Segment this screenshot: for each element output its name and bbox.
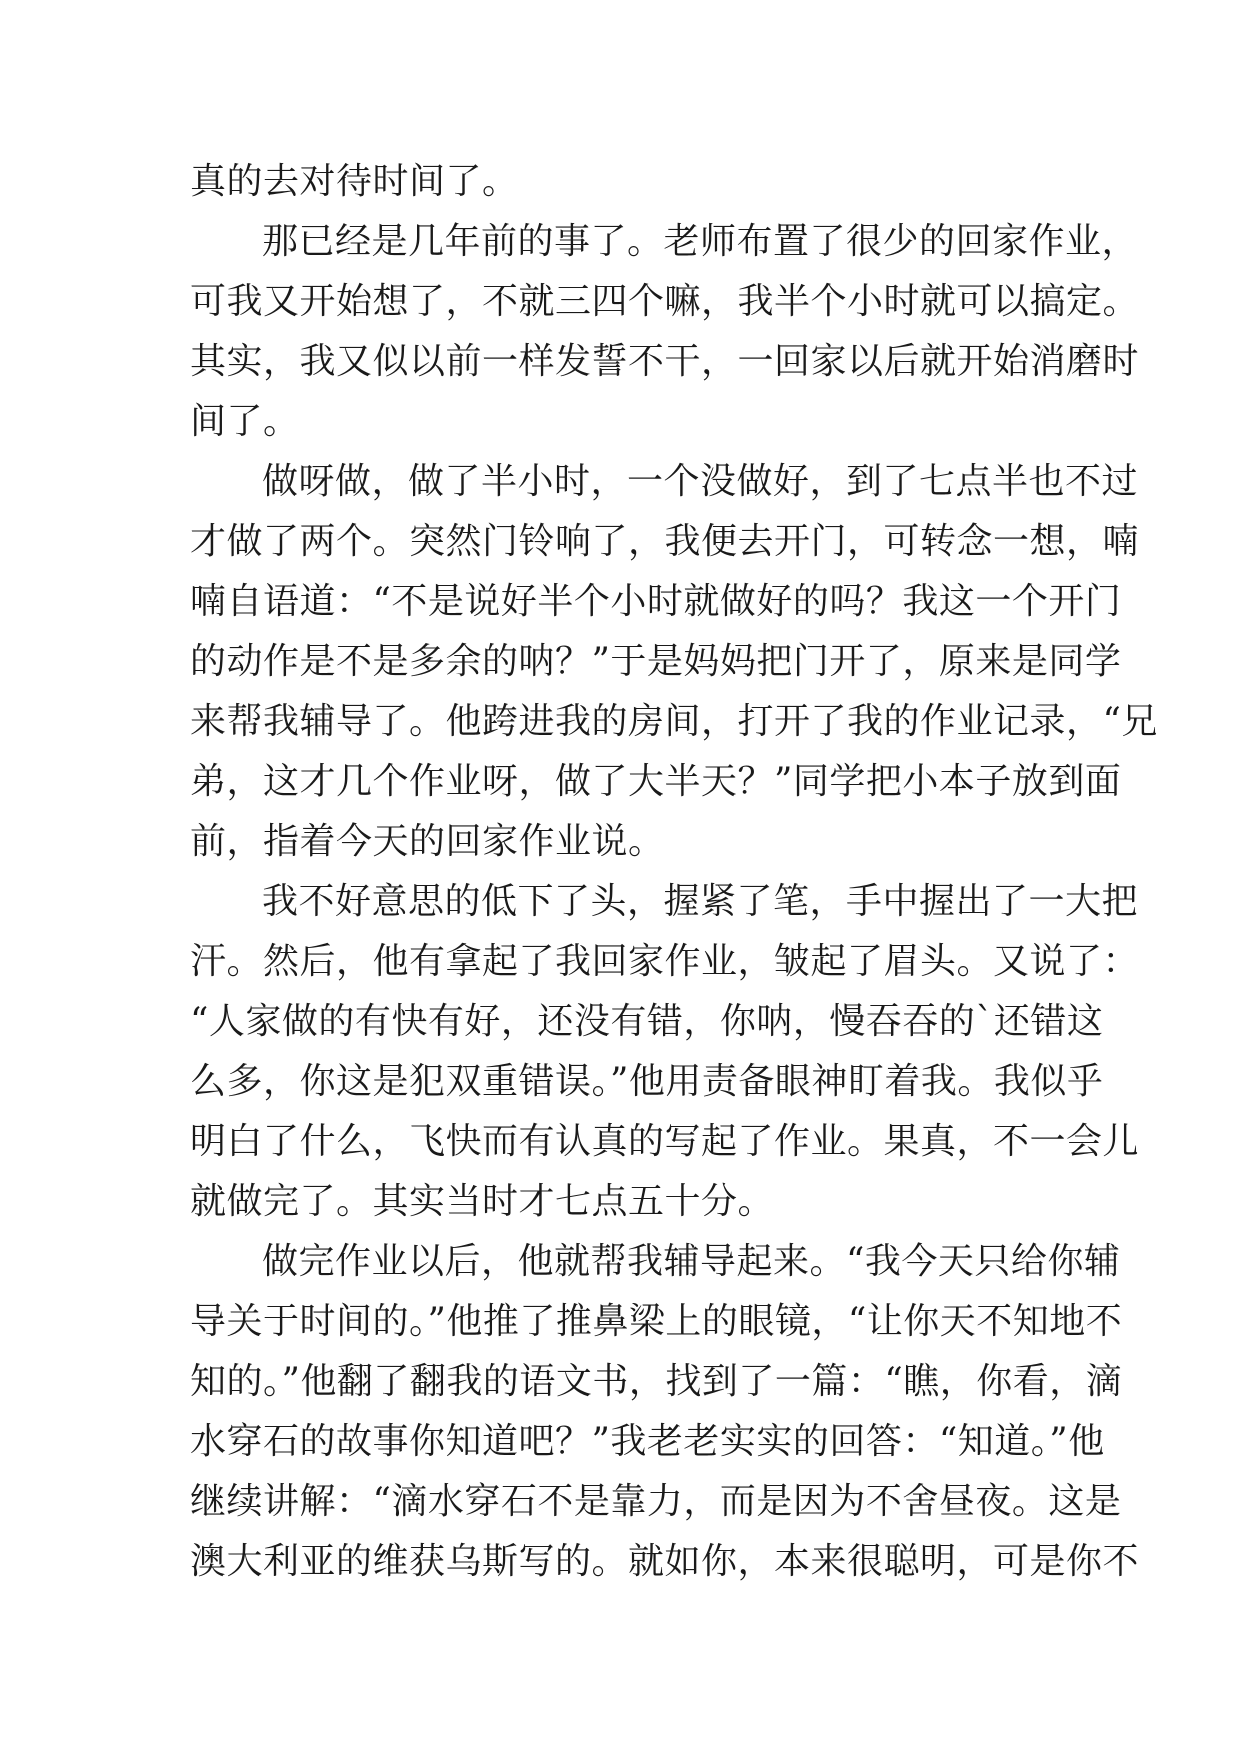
paragraph-start-line-6: 做呀做，做了半小时，一个没做好，到了七点半也不过 (262, 461, 1139, 502)
text-line-15: “人家做的有快有好，还没有错，你呐，慢吞吞的`还错这 (190, 1001, 1104, 1042)
text-line-24: 澳大利亚的维获乌斯写的。就如你，本来很聪明，可是你不 (190, 1541, 1140, 1582)
text-line-4: 其实，我又似以前一样发誓不干，一回家以后就开始消磨时 (190, 341, 1140, 382)
paragraph-start-line-13: 我不好意思的低下了头，握紧了笔，手中握出了一大把 (262, 881, 1139, 922)
text-line-18: 就做完了。其实当时才七点五十分。 (190, 1181, 775, 1222)
text-line-1: 真的去对待时间了。 (190, 161, 519, 202)
text-line-7: 才做了两个。突然门铃响了，我便去开门，可转念一想，喃 (190, 521, 1140, 562)
text-line-14: 汗。然后，他有拿起了我回家作业，皱起了眉头。又说了： (190, 941, 1140, 982)
text-line-17: 明白了什么，飞快而有认真的写起了作业。果真，不一会儿 (190, 1121, 1140, 1162)
text-line-3: 可我又开始想了，不就三四个嘛，我半个小时就可以搞定。 (190, 281, 1140, 322)
body-text (190, 152, 1158, 1592)
text-line-20: 导关于时间的。”他推了推鼻梁上的眼镜，“让你天不知地不 (190, 1301, 1123, 1342)
text-line-12: 前，指着今天的回家作业说。 (190, 821, 665, 862)
text-line-9: 的动作是不是多余的呐？”于是妈妈把门开了，原来是同学 (190, 641, 1122, 682)
text-line-23: 继续讲解：“滴水穿石不是靠力，而是因为不舍昼夜。这是 (190, 1481, 1122, 1522)
paragraph-start-line-19: 做完作业以后，他就帮我辅导起来。“我今天只给你辅 (262, 1241, 1121, 1282)
text-line-5: 间了。 (190, 401, 300, 442)
paragraph-start-line-2: 那已经是几年前的事了。老师布置了很少的回家作业， (262, 221, 1139, 262)
text-line-11: 弟，这才几个作业呀，做了大半天？”同学把小本子放到面 (190, 761, 1122, 802)
text-line-21: 知的。”他翻了翻我的语文书，找到了一篇：“瞧，你看，滴 (190, 1361, 1123, 1402)
text-line-22: 水穿石的故事你知道吧？”我老老实实的回答：“知道。”他 (190, 1421, 1105, 1462)
text-line-16: 么多，你这是犯双重错误。”他用责备眼神盯着我。我似乎 (190, 1061, 1104, 1102)
text-line-8: 喃自语道：“不是说好半个小时就做好的吗？我这一个开门 (190, 581, 1122, 622)
text-line-10: 来帮我辅导了。他跨进我的房间，打开了我的作业记录，“兄 (190, 701, 1158, 742)
